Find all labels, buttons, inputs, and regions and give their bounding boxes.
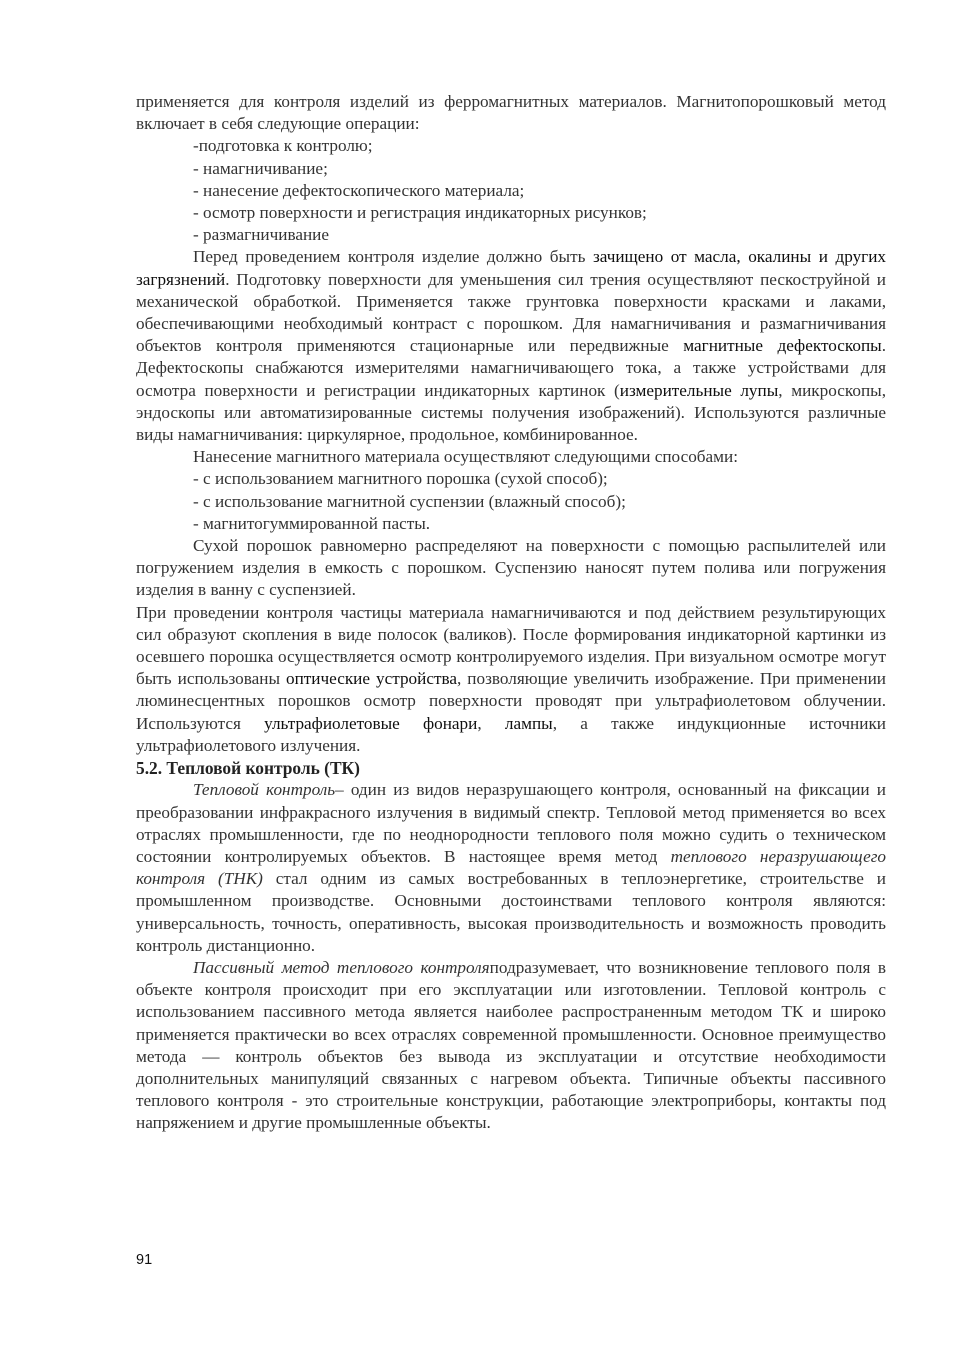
term-italic: теплового неразрушающего контроля (ТНК) [136,846,886,889]
inspection-paragraph [136,602,886,757]
operation-item: - намагничивание; [193,158,328,178]
text-run: , микроскопы, эндоскопы или автоматизированные системы получения изображений). Используются различные виды намагничивания: циркулярное, продольное, комбинированное. [136,380,886,445]
operation-item: -подготовка к контролю; [193,136,373,156]
term-italic: Тепловой контроль [193,780,336,800]
term-link: ультрафиолетовые фонари [264,713,478,733]
operation-item: - размагничивание [193,225,330,245]
text-run: стал одним из самых востребованных в теплоэнергетике, строительстве и промышленном производстве. Основными достоинствами теплового контроля являются: универсальность, точность, оперативность, высокая производительность и возможность проводить контроль дистанционно. [136,869,886,955]
term-link: зачищено от масла, окалины и других загрязнений [136,247,886,289]
term-link: магнитные дефектоскопы [683,336,882,356]
page-body [136,91,886,1135]
thermal-control-paragraph [136,779,886,957]
text-run: , [477,713,505,733]
text-run: . Подготовку поверхности для уменьшения сил трения осуществляют пескоструйной и механической обработкой. Применяется также грунтовка поверхности красками и лаками, обеспечивающими необходимый контраст с порошком. Для намагничивания и размагничивания объектов контроля применяются стационарные или передвижные [136,269,886,356]
operation-item: - нанесение дефектоскопического материала; [193,180,525,200]
preparation-paragraph [136,246,886,446]
intro-paragraph: применяется для контроля изделий из ферромагнитных материалов. Магнитопорошковый метод включает в себя следующие операции: [136,92,886,134]
method-item: - магнитогуммированной пасты. [193,513,431,533]
application-paragraph: Нанесение магнитного материала осуществляют следующими способами: [193,447,739,467]
section-heading: 5.2. Тепловой контроль (ТК) [136,758,360,779]
text-run: – один из видов неразрушающего контроля, основанный на фиксации и преобразовании инфракрасного излучения в видимый спектр. Тепловой метод применяется во всех отраслях промышленности, где по неоднородности теплового поля можно судить о техническом состоянии контролируемых объектов. В настоящее время метод [136,780,887,866]
operation-item: - осмотр поверхности и регистрация индикаторных рисунков; [193,203,647,223]
text-run: . Дефектоскопы снабжаются измерителями намагничивающего тока, а также устройствами для осмотра поверхности и регистрации индикаторных картинок ( [136,336,886,400]
text-run: , позволяющие увеличить изображение. При применении люминесцентных порошков осмотр поверхности проводят при ультрафиолетовом облучении. Используются [136,669,886,733]
term-italic: Пассивный метод теплового контроля [193,957,490,977]
text-run: Перед проведением контроля изделие должно быть [193,247,593,267]
text-run: подразумевает, что возникновение теплового поля в объекте контроля происходит при его эксплуатации или изготовлении. Тепловой контроль с использованием пассивного метода является наиболее распространенным методом ТК и широко применяется практически во всех отраслях современной промышленности. Основное преимущество метода — контроль объектов без вывода из эксплуатации и отсутствие необходимости дополнительных манипуляций связанных с нагревом объекта. Типичные объекты пассивного теплового контроля - это строительные конструкции, работающие электроприборы, контакты под напряжением и другие промышленные объекты. [136,957,886,1133]
text-run: При проведении контроля частицы материала намагничиваются и под действием результирующих сил образуют скопления в виде полосок (валиков). После формирования индикаторной картинки из осевшего порошка осуществляется осмотр контролируемого изделия. При визуальном осмотре могут быть использованы [136,602,886,689]
text-run: , а также индукционные источники ультрафиолетового излучения. [136,713,887,755]
term-link: лампы [504,713,553,733]
page-number: 91 [136,1252,153,1268]
method-item: - с использованием магнитного порошка (сухой способ); [193,469,608,489]
method-item: - с использование магнитной суспензии (влажный способ); [193,491,626,511]
passive-method-paragraph [136,957,886,1135]
term-link: оптические устройства [286,669,457,689]
dry-method-paragraph: Сухой порошок равномерно распределяют на поверхности с помощью распылителей или погружением изделия в емкость с порошком. Суспензию наносят путем полива или погружения изделия в ванну с суспензией. [136,536,886,600]
term-link: измерительные лупы [619,380,779,400]
